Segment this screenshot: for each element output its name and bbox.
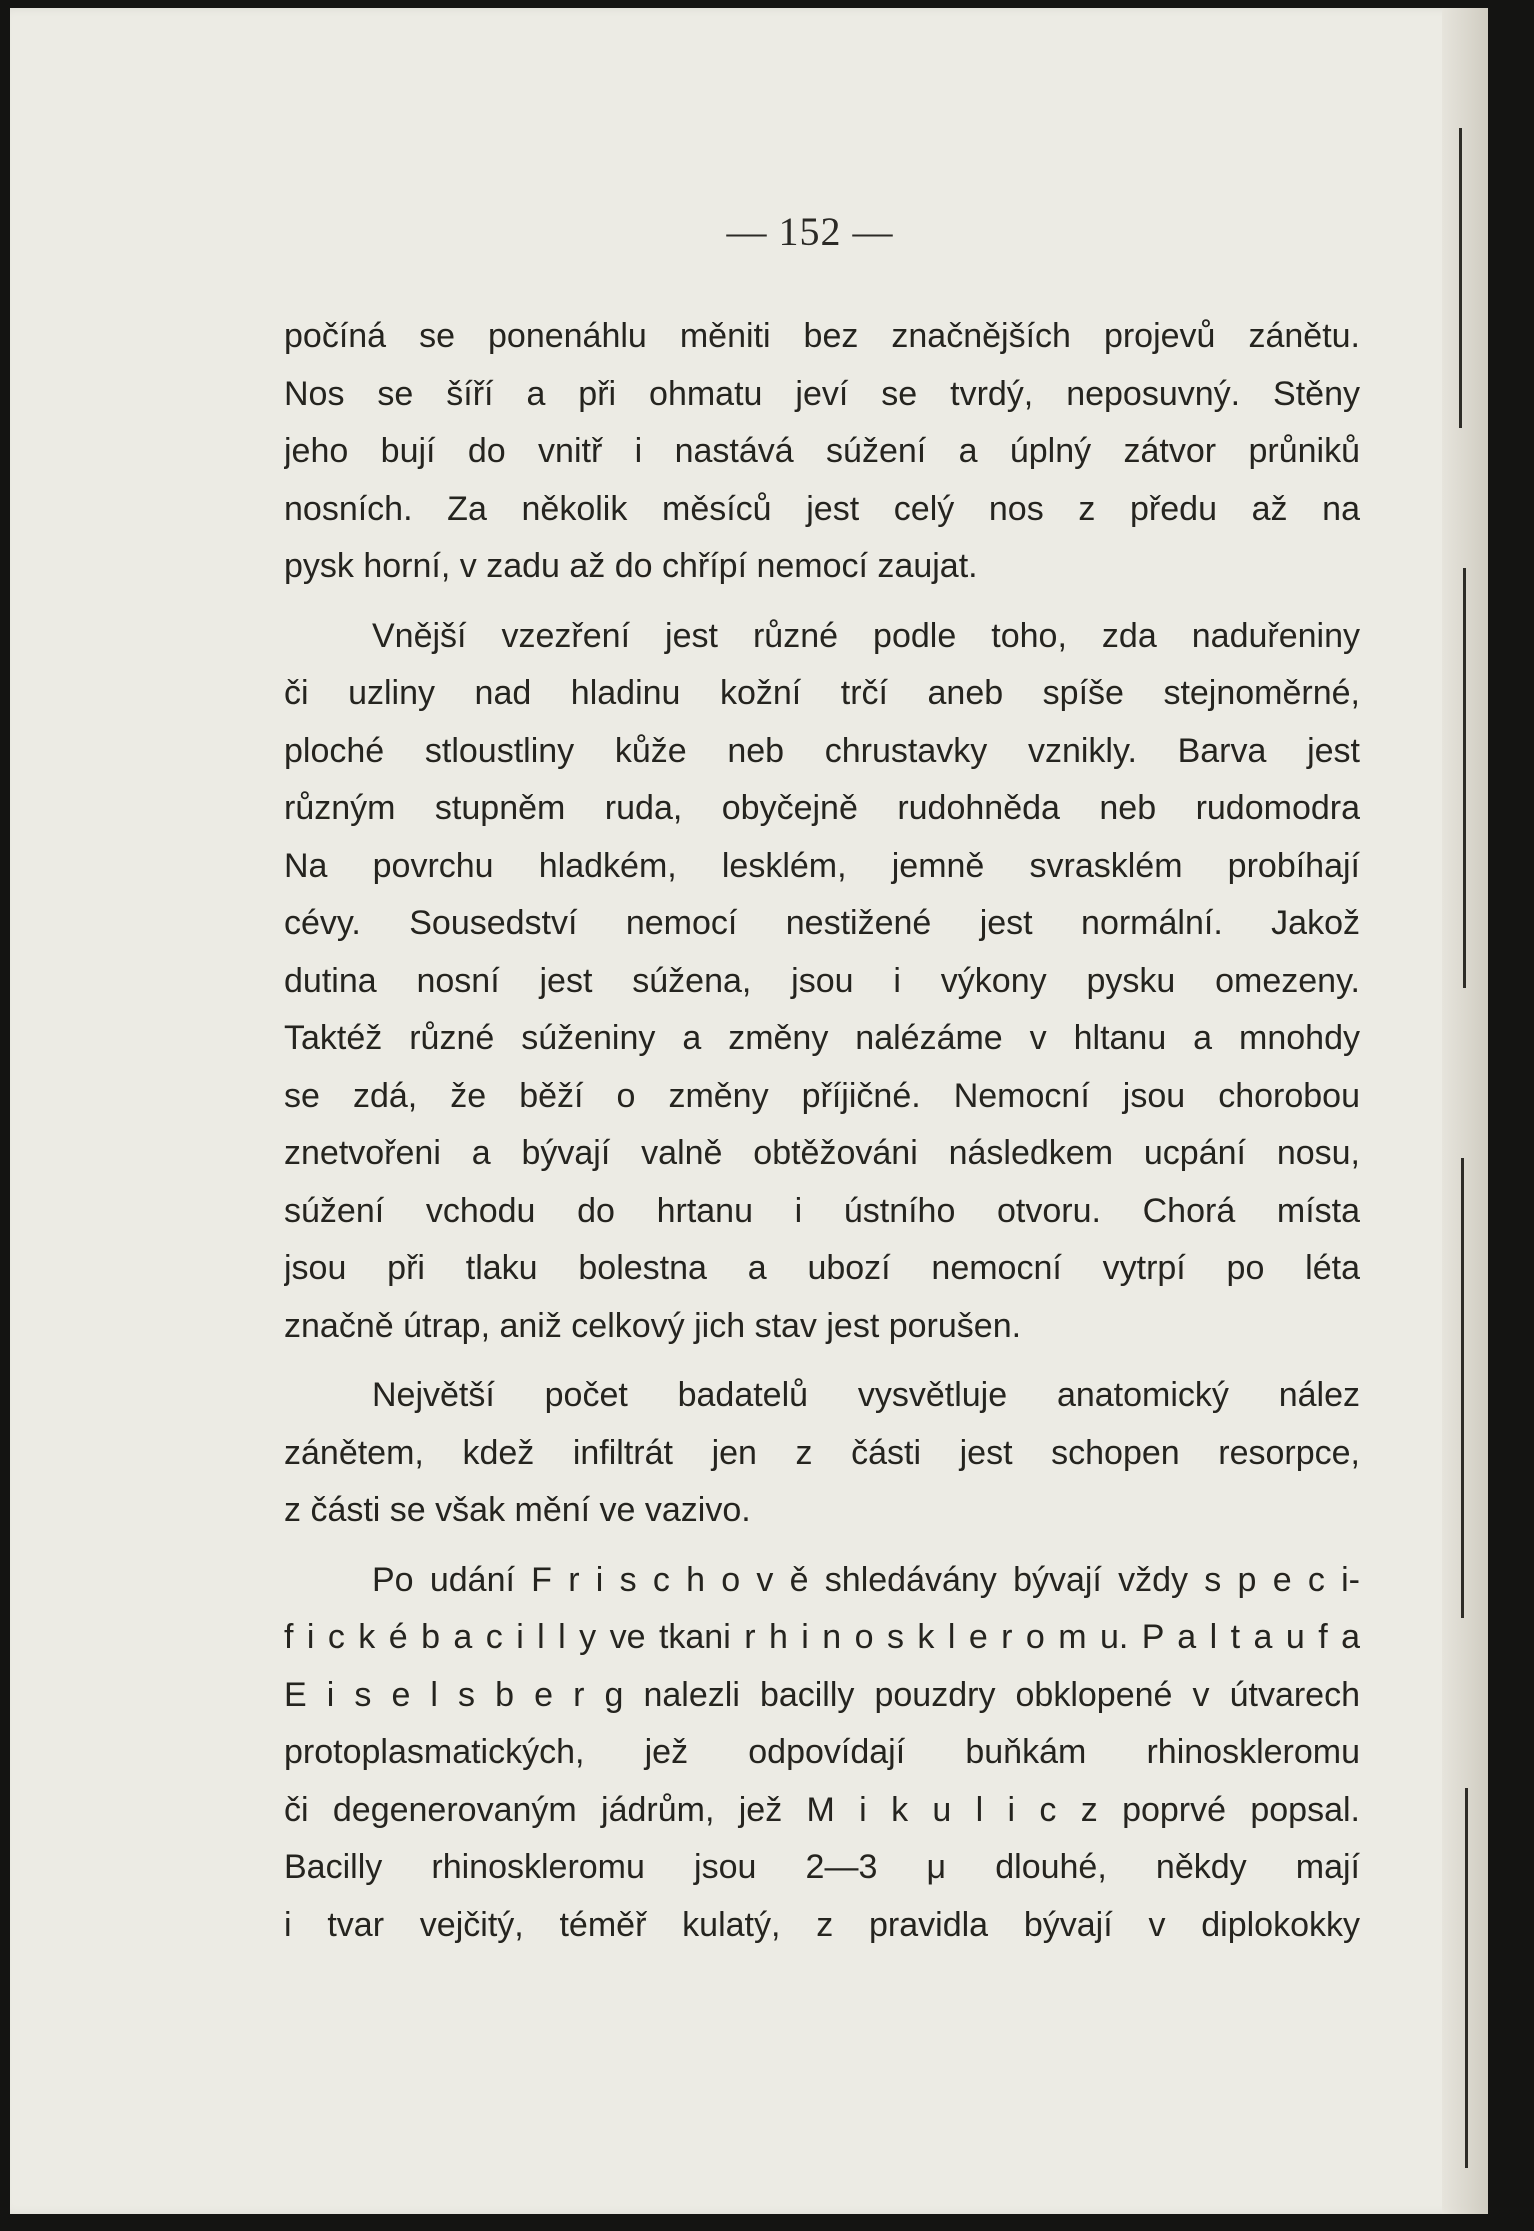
paper-sheet xyxy=(10,8,1488,2214)
text-line: Největší počet badatelů vysvětluje anatomický nález xyxy=(372,1376,1360,1414)
page-number: — 152 — xyxy=(726,209,894,254)
text-line: Na povrchu hladkém, lesklém, jemně svrasklém probíhají xyxy=(284,846,1360,885)
binding-shadow xyxy=(1465,1788,1468,2168)
text-line: i tvar vejčitý, téměř kulatý, z pravidla bývají v diplokokky xyxy=(284,1905,1360,1944)
text-line: Taktéž různé súženiny a změny nalézáme v hltanu a mnohdy xyxy=(284,1019,1360,1057)
text-line: znetvořeni a bývají valně obtěžováni následkem ucpání nosu, xyxy=(284,1134,1360,1172)
binding-shadow xyxy=(1461,1158,1464,1618)
text-line: f i c k é b a c i l l y ve tkani r h i n o s k l e r o m u. P a l t a u f a xyxy=(284,1618,1360,1656)
text-line: z části se však mění ve vazivo. xyxy=(284,1491,751,1529)
text-line: zánětem, kdež infiltrát jen z části jest schopen resorpce, xyxy=(284,1433,1360,1472)
body-text xyxy=(284,308,1360,1954)
text-line: súžení vchodu do hrtanu i ústního otvoru. Chorá místa xyxy=(284,1191,1360,1230)
text-line: či degenerovaným jádrům, jež M i k u l i c z poprvé popsal. xyxy=(284,1790,1360,1829)
paragraph xyxy=(284,1552,1360,1955)
text-line: dutina nosní jest súžena, jsou i výkony pysku omezeny. xyxy=(284,961,1360,1000)
text-line: nosních. Za několik měsíců jest celý nos z předu až na xyxy=(284,489,1360,528)
text-line: E i s e l s b e r g nalezli bacilly pouzdry obklopené v útvarech xyxy=(284,1675,1360,1714)
text-line: různým stupněm ruda, obyčejně rudohněda neb rudomodra xyxy=(284,789,1360,827)
text-line: značně útrap, aniž celkový jich stav jest porušen. xyxy=(284,1306,1022,1345)
paragraph xyxy=(284,1367,1360,1540)
text-line: počíná se ponenáhlu měniti bez značnějších projevů zánětu. xyxy=(284,317,1360,355)
text-line: Bacilly rhinoskleromu jsou 2—3 μ dlouhé, někdy mají xyxy=(284,1848,1360,1886)
binding-shadow xyxy=(1463,568,1466,988)
text-line: cévy. Sousedství nemocí nestižené jest normální. Jakož xyxy=(284,904,1360,942)
page-edge-binding xyxy=(1442,8,1488,2214)
text-line: ploché stloustliny kůže neb chrustavky vznikly. Barva jest xyxy=(284,731,1360,770)
paragraph xyxy=(284,608,1360,1356)
text-line: jeho bují do vnitř i nastává súžení a úplný zátvor průniků xyxy=(284,432,1360,470)
text-line: pysk horní, v zadu až do chřípí nemocí zaujat. xyxy=(284,547,978,585)
paragraph xyxy=(284,308,1360,596)
text-line: Vnější vzezření jest různé podle toho, zda naduřeniny xyxy=(372,616,1360,655)
text-line: Nos se šíří a při ohmatu jeví se tvrdý, neposuvný. Stěny xyxy=(284,374,1360,413)
binding-shadow xyxy=(1459,128,1462,428)
text-line: či uzliny nad hladinu kožní trčí aneb spíše stejnoměrné, xyxy=(284,674,1360,712)
text-line: Po udání F r i s c h o v ě shledávány bývají vždy s p e c i- xyxy=(372,1560,1360,1599)
text-line: se zdá, že běží o změny příjičné. Nemocní jsou chorobou xyxy=(284,1076,1360,1115)
text-line: jsou při tlaku bolestna a ubozí nemocní vytrpí po léta xyxy=(284,1249,1360,1287)
text-line: protoplasmatických, jež odpovídají buňkám rhinoskleromu xyxy=(284,1733,1360,1771)
